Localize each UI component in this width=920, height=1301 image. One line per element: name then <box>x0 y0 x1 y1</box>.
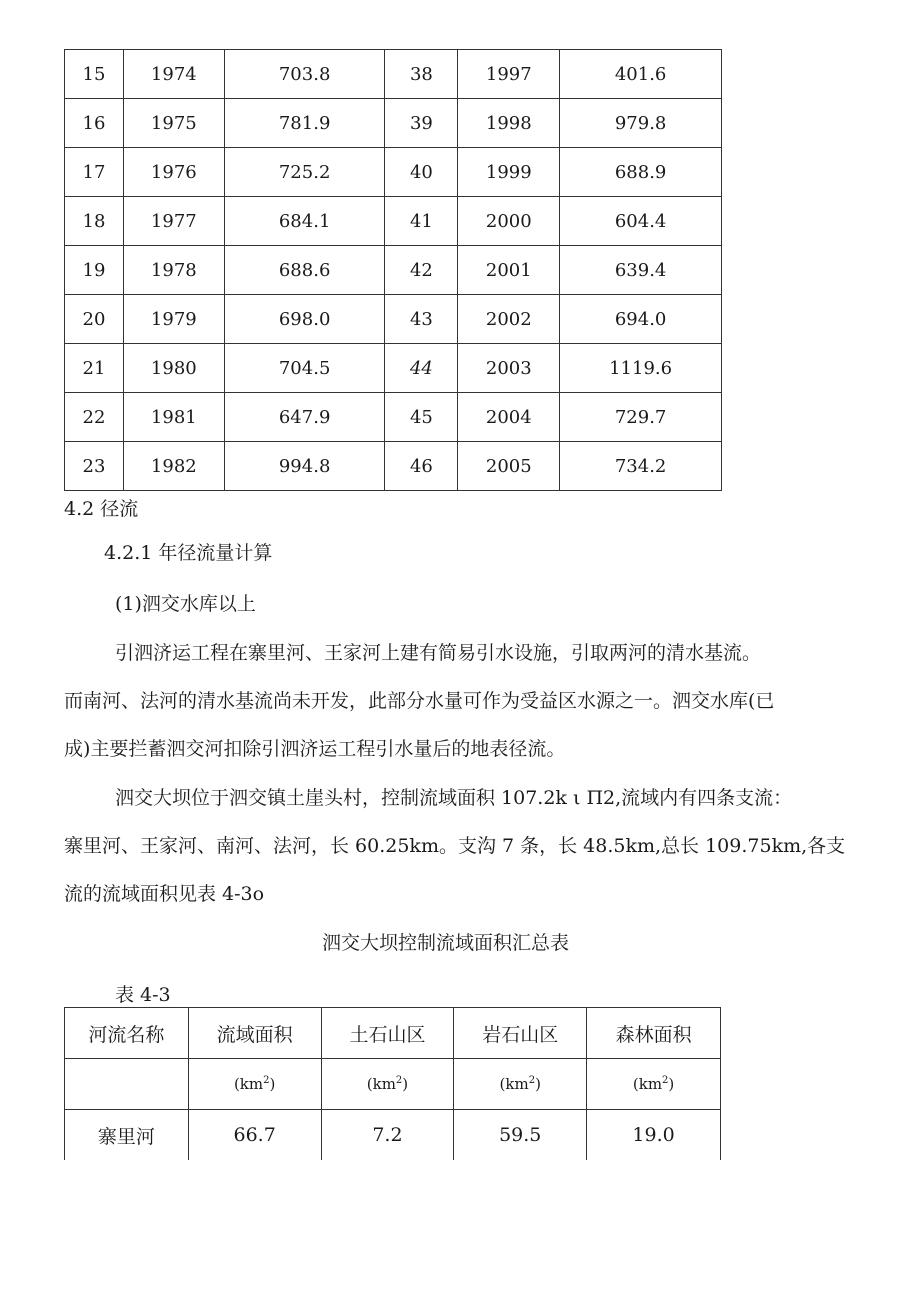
basin-area-cell: 66.7 <box>188 1110 321 1161</box>
value-cell: 703.8 <box>224 50 385 99</box>
precipitation-table <box>64 49 722 491</box>
value-cell: 979.8 <box>560 99 722 148</box>
seq-cell: 45 <box>385 393 458 442</box>
seq-cell: 22 <box>65 393 124 442</box>
seq-cell: 38 <box>385 50 458 99</box>
seq-cell: 16 <box>65 99 124 148</box>
header-basin-area: 流域面积 <box>188 1008 321 1059</box>
paragraph-1-line-1: 引泗济运工程在寨里河、王家河上建有简易引水设施，引取两河的清水基流。 <box>115 642 762 664</box>
table-row <box>65 99 722 148</box>
year-cell: 2003 <box>458 344 560 393</box>
unit-cell: $(km^2)$ <box>587 1059 721 1110</box>
value-cell: 994.8 <box>224 442 385 491</box>
table-row <box>65 246 722 295</box>
table-title: 泗交大坝控制流域面积汇总表 <box>322 932 570 954</box>
seq-cell: 39 <box>385 99 458 148</box>
earth-rock-area-cell: 7.2 <box>321 1110 454 1161</box>
unit-cell-empty <box>65 1059 189 1110</box>
paragraph-2-line-2: 寨里河、王家河、南河、法河，长 60.25km。支沟 7 条，长 48.5km,总长 109.75km,各支 <box>64 835 846 857</box>
seq-cell: 42 <box>385 246 458 295</box>
value-cell: 688.9 <box>560 148 722 197</box>
unit-cell: $(km^2)$ <box>454 1059 587 1110</box>
year-cell: 1981 <box>123 393 224 442</box>
unit-cell: $(km^2)$ <box>321 1059 454 1110</box>
seq-cell: 40 <box>385 148 458 197</box>
value-cell: 604.4 <box>560 197 722 246</box>
seq-cell: 23 <box>65 442 124 491</box>
value-cell: 647.9 <box>224 393 385 442</box>
paragraph-1-line-3: 成)主要拦蓄泗交河扣除引泗济运工程引水量后的地表径流。 <box>64 738 566 760</box>
table-row <box>65 393 722 442</box>
header-earth-rock-area: 土石山区 <box>321 1008 454 1059</box>
year-cell: 1980 <box>123 344 224 393</box>
unit-cell: $(km^2)$ <box>188 1059 321 1110</box>
year-cell: 1979 <box>123 295 224 344</box>
table-row <box>65 148 722 197</box>
year-cell: 1976 <box>123 148 224 197</box>
seq-cell: 17 <box>65 148 124 197</box>
value-cell: 729.7 <box>560 393 722 442</box>
header-row <box>65 1008 721 1059</box>
value-cell: 694.0 <box>560 295 722 344</box>
section-heading: 4.2 径流 <box>64 498 139 520</box>
paragraph-2-line-1: 泗交大坝位于泗交镇土崖头村，控制流域面积 107.2k ι Π2,流域内有四条支流： <box>115 787 793 809</box>
year-cell: 2002 <box>458 295 560 344</box>
value-cell: 781.9 <box>224 99 385 148</box>
year-cell: 2005 <box>458 442 560 491</box>
seq-cell: 18 <box>65 197 124 246</box>
year-cell: 1975 <box>123 99 224 148</box>
item-heading: (1)泗交水库以上 <box>115 593 256 615</box>
header-forest-area: 森林面积 <box>587 1008 721 1059</box>
value-cell: 734.2 <box>560 442 722 491</box>
seq-cell: 20 <box>65 295 124 344</box>
unit-row <box>65 1059 721 1110</box>
paragraph-1-line-2: 而南河、法河的清水基流尚未开发，此部分水量可作为受益区水源之一。泗交水库(已 <box>64 690 775 712</box>
seq-cell: 41 <box>385 197 458 246</box>
value-cell: 639.4 <box>560 246 722 295</box>
value-cell: 725.2 <box>224 148 385 197</box>
table-row <box>65 344 722 393</box>
forest-area-cell: 19.0 <box>587 1110 721 1161</box>
header-rock-mountain-area: 岩石山区 <box>454 1008 587 1059</box>
seq-cell: 15 <box>65 50 124 99</box>
year-cell: 1982 <box>123 442 224 491</box>
seq-cell: 46 <box>385 442 458 491</box>
seq-cell: 19 <box>65 246 124 295</box>
year-cell: 2001 <box>458 246 560 295</box>
rock-mountain-area-cell: 59.5 <box>454 1110 587 1161</box>
table-row <box>65 197 722 246</box>
year-cell: 2004 <box>458 393 560 442</box>
value-cell: 684.1 <box>224 197 385 246</box>
value-cell: 704.5 <box>224 344 385 393</box>
watershed-area-table <box>64 1007 721 1160</box>
seq-cell: 43 <box>385 295 458 344</box>
table-label: 表 4-3 <box>115 984 171 1006</box>
year-cell: 1978 <box>123 246 224 295</box>
paragraph-2-line-3: 流的流域面积见表 4-3o <box>64 883 265 905</box>
table-row <box>65 1110 721 1161</box>
year-cell: 1999 <box>458 148 560 197</box>
value-cell: 1119.6 <box>560 344 722 393</box>
value-cell: 688.6 <box>224 246 385 295</box>
table-row <box>65 295 722 344</box>
precipitation-table-body <box>65 50 722 491</box>
subsection-heading: 4.2.1 年径流量计算 <box>104 542 273 564</box>
year-cell: 1974 <box>123 50 224 99</box>
river-name-cell: 寨里河 <box>65 1110 189 1161</box>
seq-cell: 21 <box>65 344 124 393</box>
year-cell: 1998 <box>458 99 560 148</box>
year-cell: 2000 <box>458 197 560 246</box>
year-cell: 1997 <box>458 50 560 99</box>
table-row <box>65 442 722 491</box>
value-cell: 401.6 <box>560 50 722 99</box>
header-river-name: 河流名称 <box>65 1008 189 1059</box>
table-row <box>65 50 722 99</box>
seq-cell: 44 <box>385 344 458 393</box>
value-cell: 698.0 <box>224 295 385 344</box>
year-cell: 1977 <box>123 197 224 246</box>
